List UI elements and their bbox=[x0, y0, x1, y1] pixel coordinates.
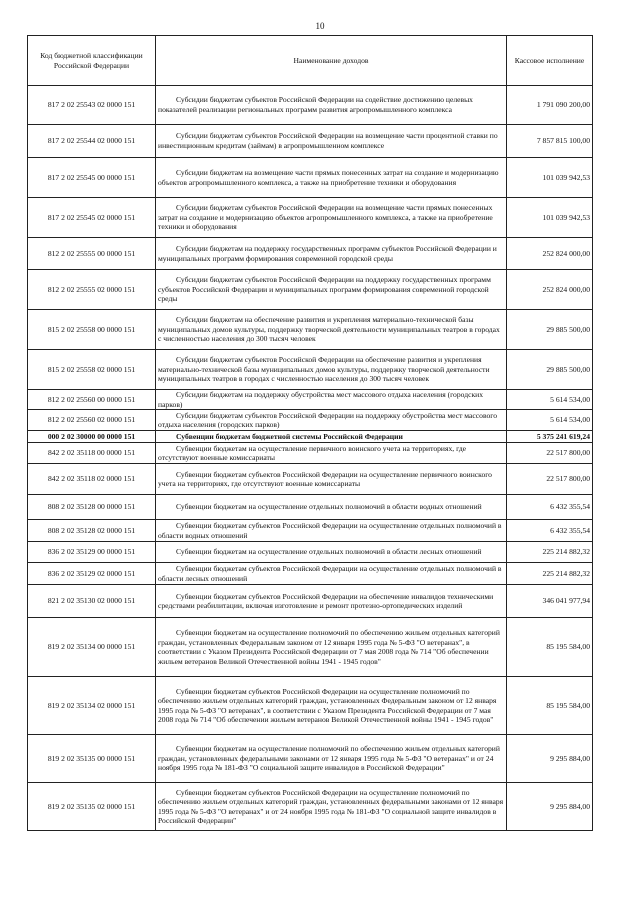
income-name-cell: Субвенции бюджетам субъектов Российской Федерации на осуществление полномочий по обеспечению жильем отдельных категорий граждан, установленных федеральными законами от 12 января 1995 года № 5-ФЗ "О ветеранах" и от 24 ноября 1995 года № 181-ФЗ "О социальной защите инвалидов в Российской Федерации" bbox=[156, 783, 507, 831]
budget-code-cell: 817 2 02 25544 02 0000 151 bbox=[28, 125, 156, 158]
table-row bbox=[28, 431, 593, 443]
table-row bbox=[28, 443, 593, 464]
amount-cell: 252 824 000,00 bbox=[507, 238, 593, 270]
amount-cell: 85 195 584,00 bbox=[507, 618, 593, 677]
income-name-cell: Субсидии бюджетам на обеспечение развития и укрепления материально-технической базы муниципальных домов культуры, поддержку творческой деятельности муниципальных театров в городах с численностью населения до 300 тысяч человек bbox=[156, 310, 507, 350]
income-name-cell: Субсидии бюджетам субъектов Российской Федерации на содействие достижению целевых показателей реализации региональных программ развития агропромышленного комплекса bbox=[156, 86, 507, 125]
table-row bbox=[28, 520, 593, 542]
table-body bbox=[28, 86, 593, 831]
amount-cell: 29 885 500,00 bbox=[507, 310, 593, 350]
table-row bbox=[28, 735, 593, 783]
budget-code-cell: 819 2 02 35135 00 0000 151 bbox=[28, 735, 156, 783]
amount-cell: 225 214 882,32 bbox=[507, 542, 593, 563]
header-name: Наименование доходов bbox=[156, 36, 507, 86]
budget-code-cell: 817 2 02 25545 02 0000 151 bbox=[28, 198, 156, 238]
amount-cell: 6 432 355,54 bbox=[507, 520, 593, 542]
table-row bbox=[28, 542, 593, 563]
budget-code-cell: 842 2 02 35118 02 0000 151 bbox=[28, 464, 156, 495]
budget-code-cell: 819 2 02 35134 00 0000 151 bbox=[28, 618, 156, 677]
table-row bbox=[28, 563, 593, 585]
table-row bbox=[28, 238, 593, 270]
table-row bbox=[28, 677, 593, 735]
table-row bbox=[28, 585, 593, 618]
amount-cell: 22 517 800,00 bbox=[507, 443, 593, 464]
budget-code-cell: 000 2 02 30000 00 0000 151 bbox=[28, 431, 156, 443]
budget-code-cell: 812 2 02 25555 02 0000 151 bbox=[28, 270, 156, 310]
amount-cell: 9 295 884,00 bbox=[507, 735, 593, 783]
amount-cell: 6 432 355,54 bbox=[507, 495, 593, 520]
amount-cell: 7 857 815 100,00 bbox=[507, 125, 593, 158]
income-name-cell: Субвенции бюджетам на осуществление первичного воинского учета на территориях, где отсутствуют военные комиссариаты bbox=[156, 443, 507, 464]
income-name-cell: Субсидии бюджетам субъектов Российской Федерации на возмещение части процентной ставки по инвестиционным кредитам (займам) в агропромышленном комплексе bbox=[156, 125, 507, 158]
income-name-cell: Субсидии бюджетам субъектов Российской Федерации на возмещение части прямых понесенных затрат на создание и модернизацию объектов агропромышленного комплекса, а также на приобретение техники и оборудования bbox=[156, 198, 507, 238]
income-name-cell: Субсидии бюджетам на возмещение части прямых понесенных затрат на создание и модернизацию объектов агропромышленного комплекса, а также на приобретение техники и оборудования bbox=[156, 158, 507, 198]
table-row bbox=[28, 618, 593, 677]
amount-cell: 252 824 000,00 bbox=[507, 270, 593, 310]
income-name-cell: Субвенции бюджетам субъектов Российской Федерации на осуществление отдельных полномочий в области водных отношений bbox=[156, 520, 507, 542]
budget-code-cell: 815 2 02 25558 02 0000 151 bbox=[28, 350, 156, 390]
header-code: Код бюджетной классификации Российской Федерации bbox=[28, 36, 156, 86]
table-row bbox=[28, 310, 593, 350]
budget-code-cell: 817 2 02 25543 02 0000 151 bbox=[28, 86, 156, 125]
income-name-cell: Субвенции бюджетам субъектов Российской Федерации на осуществление отдельных полномочий в области лесных отношений bbox=[156, 563, 507, 585]
budget-code-cell: 836 2 02 35129 00 0000 151 bbox=[28, 542, 156, 563]
income-name-cell: Субвенции бюджетам на осуществление полномочий по обеспечению жильем отдельных категорий граждан, установленных федеральными законами от 12 января 1995 года № 5-ФЗ "О ветеранах" и от 24 ноября 1995 года № 181-ФЗ "О социальной защите инвалидов в Российской Федерации" bbox=[156, 735, 507, 783]
budget-code-cell: 808 2 02 35128 00 0000 151 bbox=[28, 495, 156, 520]
table-row bbox=[28, 198, 593, 238]
budget-code-cell: 842 2 02 35118 00 0000 151 bbox=[28, 443, 156, 464]
amount-cell: 101 039 942,53 bbox=[507, 158, 593, 198]
budget-code-cell: 808 2 02 35128 02 0000 151 bbox=[28, 520, 156, 542]
page-number: 10 bbox=[315, 21, 325, 31]
budget-code-cell: 812 2 02 25560 00 0000 151 bbox=[28, 390, 156, 410]
table-row bbox=[28, 158, 593, 198]
amount-cell: 85 195 584,00 bbox=[507, 677, 593, 735]
table-row bbox=[28, 410, 593, 431]
income-name-cell: Субвенции бюджетам субъектов Российской Федерации на обеспечение инвалидов техническими средствами реабилитации, включая изготовление и ремонт протезно-ортопедических изделий bbox=[156, 585, 507, 618]
amount-cell: 225 214 882,32 bbox=[507, 563, 593, 585]
income-name-cell: Субвенции бюджетам бюджетной системы Российской Федерации bbox=[156, 431, 507, 443]
budget-code-cell: 815 2 02 25558 00 0000 151 bbox=[28, 310, 156, 350]
header-amount: Кассовое исполнение bbox=[507, 36, 593, 86]
amount-cell: 5 614 534,00 bbox=[507, 410, 593, 431]
amount-cell: 29 885 500,00 bbox=[507, 350, 593, 390]
amount-cell: 22 517 800,00 bbox=[507, 464, 593, 495]
table-row bbox=[28, 270, 593, 310]
table-row bbox=[28, 783, 593, 831]
income-name-cell: Субвенции бюджетам на осуществление отдельных полномочий в области водных отношений bbox=[156, 495, 507, 520]
income-name-cell: Субвенции бюджетам на осуществление полномочий по обеспечению жильем отдельных категорий граждан, установленных Федеральным законом от 12 января 1995 года № 5-ФЗ "О ветеранах", в соответствии с Указом Президента Российской Федерации от 7 мая 2008 года № 714 "Об обеспечении жильем ветеранов Великой Отечественной войны 1941 - 1945 годов" bbox=[156, 618, 507, 677]
table-row bbox=[28, 125, 593, 158]
budget-code-cell: 821 2 02 35130 02 0000 151 bbox=[28, 585, 156, 618]
income-name-cell: Субсидии бюджетам субъектов Российской Федерации на поддержку государственных программ субъектов Российской Федерации и муниципальных программ формирования современной городской среды bbox=[156, 270, 507, 310]
table-row bbox=[28, 495, 593, 520]
budget-code-cell: 812 2 02 25560 02 0000 151 bbox=[28, 410, 156, 431]
table-header-row bbox=[28, 36, 593, 86]
budget-code-cell: 819 2 02 35135 02 0000 151 bbox=[28, 783, 156, 831]
income-name-cell: Субвенции бюджетам субъектов Российской Федерации на осуществление полномочий по обеспечению жильем отдельных категорий граждан, установленных Федеральным законом от 12 января 1995 года № 5-ФЗ "О ветеранах", в соответствии с Указом Президента Российской Федерации от 7 мая 2008 года № 714 "Об обеспечении жильем ветеранов Великой Отечественной войны 1941 - 1945 годов" bbox=[156, 677, 507, 735]
amount-cell: 101 039 942,53 bbox=[507, 198, 593, 238]
budget-code-cell: 836 2 02 35129 02 0000 151 bbox=[28, 563, 156, 585]
income-name-cell: Субсидии бюджетам на поддержку обустройства мест массового отдыха населения (городских парков) bbox=[156, 390, 507, 410]
amount-cell: 1 791 090 200,00 bbox=[507, 86, 593, 125]
income-name-cell: Субвенции бюджетам на осуществление отдельных полномочий в области лесных отношений bbox=[156, 542, 507, 563]
budget-code-cell: 819 2 02 35134 02 0000 151 bbox=[28, 677, 156, 735]
income-name-cell: Субсидии бюджетам субъектов Российской Федерации на поддержку обустройства мест массового отдыха населения (городских парков) bbox=[156, 410, 507, 431]
amount-cell: 5 375 241 619,24 bbox=[507, 431, 593, 443]
amount-cell: 9 295 884,00 bbox=[507, 783, 593, 831]
table-row bbox=[28, 86, 593, 125]
income-name-cell: Субсидии бюджетам на поддержку государственных программ субъектов Российской Федерации и муниципальных программ формирования современной городской среды bbox=[156, 238, 507, 270]
income-name-cell: Субсидии бюджетам субъектов Российской Федерации на обеспечение развития и укрепления материально-технической базы муниципальных домов культуры, поддержку творческой деятельности муниципальных театров в городах с численностью населения до 300 тысяч человек bbox=[156, 350, 507, 390]
table-row bbox=[28, 350, 593, 390]
table-row bbox=[28, 464, 593, 495]
budget-code-cell: 817 2 02 25545 00 0000 151 bbox=[28, 158, 156, 198]
budget-table bbox=[27, 35, 593, 831]
amount-cell: 346 041 977,94 bbox=[507, 585, 593, 618]
budget-code-cell: 812 2 02 25555 00 0000 151 bbox=[28, 238, 156, 270]
amount-cell: 5 614 534,00 bbox=[507, 390, 593, 410]
income-name-cell: Субвенции бюджетам субъектов Российской Федерации на осуществление первичного воинского учета на территориях, где отсутствуют военные комиссариаты bbox=[156, 464, 507, 495]
table-row bbox=[28, 390, 593, 410]
